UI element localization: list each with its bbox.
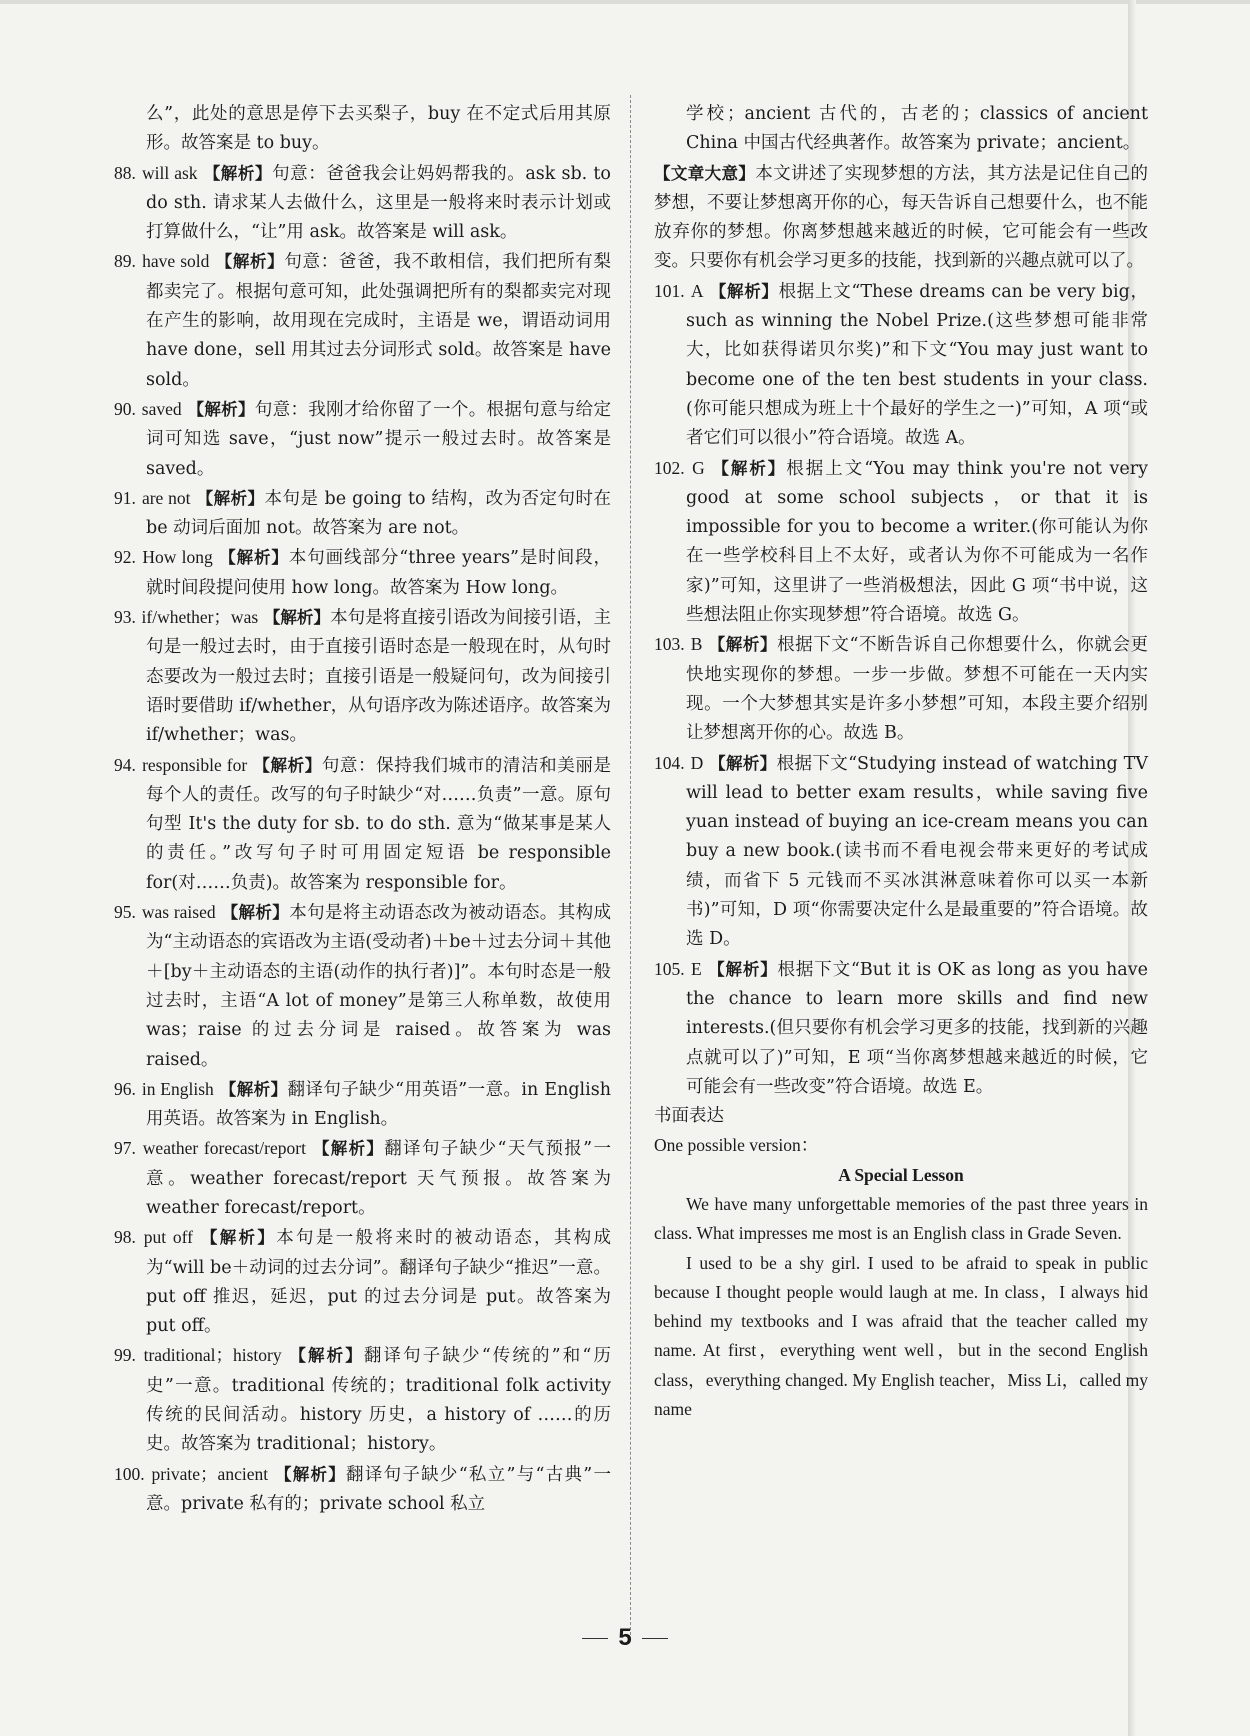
analysis-tag: 【解析】: [708, 635, 778, 655]
item-answer: have sold: [142, 251, 210, 272]
analysis-tag: 【解析】: [312, 1139, 385, 1159]
item-number: 91.: [114, 487, 136, 508]
answer-item: [654, 454, 1148, 631]
item-answer: in English: [141, 1078, 214, 1099]
item-number: 93.: [114, 607, 136, 628]
continuation-text: 学校；ancient 古代的，古老的；classics of ancient China 中国古代经典著作。故答案为 private；ancient。: [686, 104, 1148, 154]
essay-paragraph: I used to be a shy girl. I used to be afraid to speak in public because I thought people would laugh at me. In class，I always hid behind my textbooks and I was afraid that the teacher called my name. At first，everything went well，but in the second English class，everything changed. My English teacher，Miss Li，called my name: [654, 1252, 1148, 1420]
analysis-tag: 【解析】: [289, 1346, 364, 1366]
answer-item: [114, 603, 611, 750]
item-number: 89.: [114, 251, 136, 272]
item-explanation: 本句是将直接引语改为间接引语，主句是一般过去时，由于直接引语时态是一般现在时，从句时态要改为一般过去时；直接引语是一般疑问句，改为间接引语时要借助 if/whether，从句语序改为陈述语序。故答案为 if/whether；was。: [146, 608, 612, 746]
item-number: 94.: [114, 754, 136, 775]
answer-item: [114, 543, 611, 603]
analysis-tag: 【解析】: [200, 1228, 277, 1248]
item-answer: How long: [142, 547, 213, 568]
page-number: [0, 1624, 1250, 1652]
summary-tag: 【文章大意】: [654, 163, 756, 183]
item-answer: E: [691, 958, 702, 979]
summary-text: 本文讲述了实现梦想的方法，其方法是记住自己的梦想，不要让梦想离开你的心，每天告诉自己想要什么，也不能放弃你的梦想。你离梦想越来越近的时候，它可能会有一些改变。只要你有机会学习更多的技能，找到新的兴趣点就可以了。: [654, 163, 1149, 272]
answer-item: [114, 751, 611, 898]
page-number-dash-right: [642, 1638, 668, 1639]
item-number: 105.: [654, 958, 685, 979]
analysis-tag: 【解析】: [709, 281, 779, 301]
item-number: 88.: [114, 162, 136, 183]
item-number: 103.: [654, 634, 685, 655]
item-explanation: 根据上文“You may think you're not very good at some school subjects，or that it is impossible for you to become a writer.(你可能认为你在一些学校科目上不太好，或者认为你不可能成为一名作家)”可知，这里讲了一些消极想法，因此 G 项“书中说，这些想法阻止你实现梦想”符合语境。故选 G。: [686, 458, 1148, 626]
item-explanation: 翻译句子缺少“传统的”和“历史”一意。traditional 传统的；traditional folk activity 传统的民间活动。history 历史，a history of ……的历史。故答案为 traditional；history。: [146, 1346, 611, 1455]
item-answer: if/whether；was: [141, 607, 259, 628]
analysis-tag: 【解析】: [196, 488, 265, 508]
analysis-tag: 【解析】: [253, 755, 322, 775]
right-column: [654, 100, 1148, 1424]
analysis-tag: 【解析】: [221, 903, 290, 923]
page-number-dash-left: [582, 1638, 608, 1639]
answer-item: [654, 955, 1148, 1102]
analysis-tag: 【解析】: [187, 399, 255, 419]
item-explanation: 根据上文“These dreams can be very big，such as winning the Nobel Prize.(这些梦想可能非常大，比如获得诺贝尔奖)”和下文“You may just want to become one of the ten best students in your class.(你可能只想成为班上十个最好的学生之一)”可知，A 项“或者它们可以很小”符合语境。故选 A。: [686, 281, 1148, 449]
writing-heading: 书面表达: [654, 1106, 724, 1127]
analysis-tag: 【解析】: [219, 548, 289, 568]
item-number: 97.: [114, 1138, 136, 1159]
item-explanation: 本句是一般将来时的被动语态，其构成为“will be＋动词的过去分词”。翻译句子缺少“推迟”一意。put off 推迟，延迟，put 的过去分词是 put。故答案为 put off。: [146, 1228, 612, 1337]
item-answer: put off: [143, 1227, 193, 1248]
item-explanation: 根据下文“Studying instead of watching TV will lead to better exam results，while saving five yuan instead of buying an ice-cream means you can buy a new book.(读书而不看电视会带来更好的考试成绩，而省下 5 元钱而不买冰淇淋意味着你可以买一本新书)”可知，D 项“你需要决定什么是最重要的”符合语境。故选 D。: [686, 753, 1148, 950]
analysis-tag: 【解析】: [263, 608, 331, 628]
answer-item: [114, 1223, 611, 1341]
page-number-text: 5: [618, 1624, 632, 1651]
essay-paragraph: We have many unforgettable memories of the past three years in class. What impresses me most is an English class in Grade Seven.: [654, 1193, 1148, 1244]
essay-body: [654, 1190, 1148, 1424]
item-answer: traditional；history: [143, 1345, 282, 1366]
item-answer: G: [692, 457, 705, 478]
item-number: 98.: [114, 1227, 136, 1248]
item-number: 92.: [114, 547, 136, 568]
answer-item: [114, 395, 611, 484]
essay-title: A Special Lesson: [838, 1164, 964, 1185]
answer-item: [654, 630, 1148, 748]
item-number: 102.: [654, 457, 685, 478]
item-number: 104.: [654, 752, 685, 773]
item-number: 99.: [114, 1345, 136, 1366]
item-explanation: 句意：爸爸，我不敢相信，我们把所有梨都卖完了。根据句意可知，此处强调把所有的梨都卖完对现在产生的影响，故用现在完成时，主语是 we，谓语动词用 have done，sell 用其过去分词形式 sold。故答案是 have sold。: [146, 252, 611, 390]
item-explanation: 句意：保持我们城市的清洁和美丽是每个人的责任。改写的句子时缺少“对……负责”一意。原句句型 It's the duty for sb. to do sth. 意为“做某事是某人的责任。”改写句子时可用固定短语 be responsible for(对……负责)。故答案为 responsible for。: [146, 755, 611, 893]
item-number: 101.: [654, 280, 685, 301]
item-answer: will ask: [142, 162, 198, 183]
answer-item: [114, 898, 611, 1075]
item-explanation: 句意：我刚才给你留了一个。根据句意与给定词可知选 save，“just now”提示一般过去时。故答案是 saved。: [146, 399, 611, 479]
column-divider: [630, 95, 631, 1635]
item-explanation: 翻译句子缺少“天气预报”一意。weather forecast/report 天气预报。故答案为 weather forecast/report。: [146, 1139, 611, 1218]
item-answer: D: [690, 752, 704, 773]
item-explanation: 句意：爸爸我会让妈妈帮我的。ask sb. to do sth. 请求某人去做什么，这里是一般将来时表示计划或打算做什么，“让”用 ask。故答案是 will ask。: [146, 163, 611, 243]
answer-item: [654, 749, 1148, 955]
answer-item: [654, 277, 1148, 454]
answer-list-right: [654, 277, 1148, 1102]
item-explanation: 根据下文“不断告诉自己你想要什么，你就会更快地实现你的梦想。一步一步做。梦想不可能在一天内实现。一个大梦想其实是许多小梦想”可知，本段主要介绍别让梦想离开你的心。故选 B。: [686, 635, 1148, 744]
item-explanation: 本句是将主动语态改为被动语态。其构成为“主动语态的宾语改为主语(受动者)＋be＋过去分词＋其他＋[by＋主动语态的主语(动作的执行者)]”。本句时态是一般过去时，主语“A lot of money”是第三人称单数，故使用 was；raise 的过去分词是 raised。故答案为 was raised。: [146, 903, 611, 1070]
item-explanation: 根据下文“But it is OK as long as you have the chance to learn more skills and find new interests.(但只要你有机会学习更多的技能，找到新的兴趣点就可以了)”可知，E 项“当你离梦想越来越近的时候，它可能会有一些改变”符合语境。故选 E。: [686, 959, 1148, 1097]
item-number: 95.: [114, 902, 136, 923]
item-number: 96.: [114, 1078, 136, 1099]
answer-item: [114, 247, 611, 394]
answer-item: [114, 484, 611, 544]
version-label: One possible version：: [654, 1135, 819, 1156]
item-answer: are not: [141, 487, 191, 508]
analysis-tag: 【解析】: [203, 163, 273, 183]
item-explanation: 翻译句子缺少“私立”与“古典”一意。private 私有的；private school 私立: [146, 1464, 611, 1514]
analysis-tag: 【解析】: [219, 1079, 288, 1099]
analysis-tag: 【解析】: [215, 252, 285, 272]
answer-item: [114, 1341, 611, 1459]
item-answer: B: [690, 634, 703, 655]
item-answer: responsible for: [142, 754, 248, 775]
item-explanation: 本句画线部分“three years”是时间段，就时间段提问使用 how long。故答案为 How long。: [146, 548, 611, 598]
scan-top-edge: [0, 0, 1250, 4]
article-summary: [654, 159, 1148, 277]
analysis-tag: 【解析】: [709, 753, 777, 773]
item-answer: saved: [141, 398, 182, 419]
analysis-tag: 【解析】: [712, 458, 787, 478]
item-answer: weather forecast/report: [142, 1138, 306, 1159]
item-explanation: 翻译句子缺少“用英语”一意。in English 用英语。故答案为 in English。: [146, 1079, 611, 1130]
analysis-tag: 【解析】: [708, 959, 778, 979]
item-answer: was raised: [141, 902, 216, 923]
answer-item: [114, 1134, 611, 1223]
item-number: 90.: [114, 398, 136, 419]
answer-item: [114, 159, 611, 248]
item-explanation: 本句是 be going to 结构，改为否定句时在 be 动词后面加 not。故答案为 are not。: [146, 488, 612, 539]
item-answer: private；ancient: [151, 1463, 269, 1484]
left-column: [114, 100, 611, 1519]
answer-item: [114, 1460, 611, 1520]
analysis-tag: 【解析】: [274, 1464, 347, 1484]
item-number: 100.: [114, 1463, 145, 1484]
item-answer: A: [690, 280, 704, 301]
answer-item: [114, 1075, 611, 1135]
continuation-text: 么”，此处的意思是停下去买梨子，buy 在不定式后用其原形。故答案是 to buy。: [146, 104, 611, 154]
